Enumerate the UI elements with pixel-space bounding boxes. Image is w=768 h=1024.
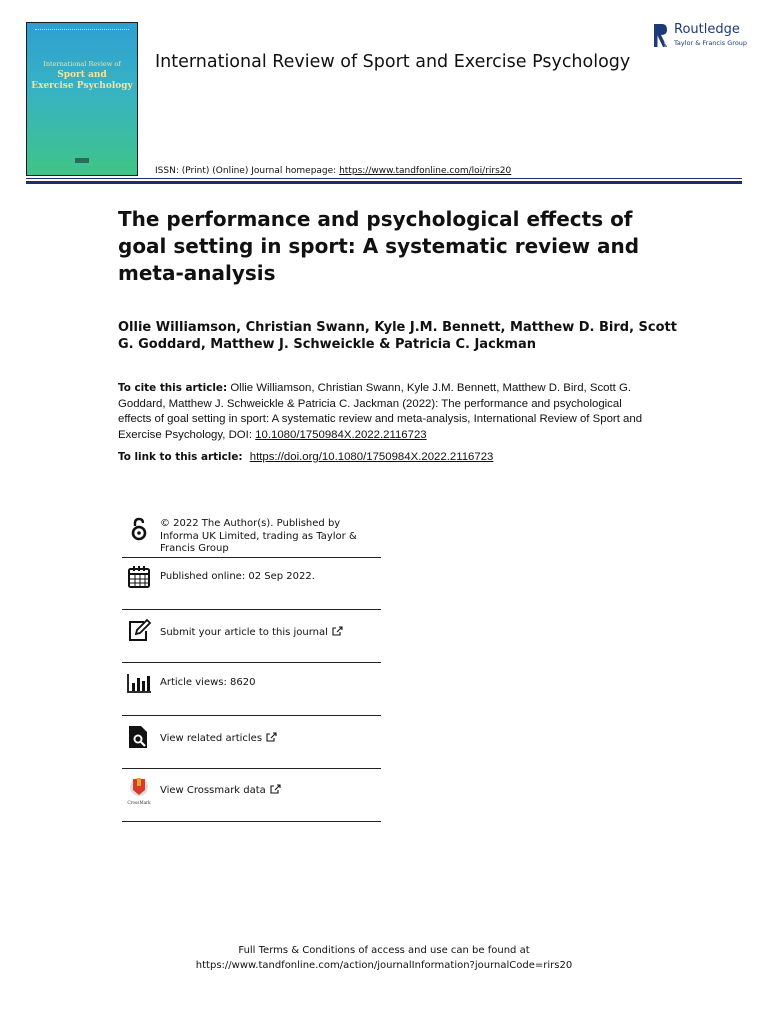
related-articles-link[interactable] (160, 732, 277, 746)
submit-article-label: Submit your article to this journal (160, 627, 328, 638)
document-search-icon (126, 724, 152, 750)
divider (122, 557, 381, 558)
publisher-name: Routledge (674, 22, 740, 37)
external-link-icon (332, 626, 343, 636)
journal-title: International Review of Sport and Exercise Psychology (155, 52, 631, 72)
routledge-vertical-text: Routledge (663, 34, 667, 50)
cover-title-line2: Sport and (57, 70, 107, 80)
cover-title-line3: Exercise Psychology (31, 81, 133, 91)
journal-cover (26, 22, 138, 176)
open-access-icon (126, 516, 152, 542)
copyright-text: © 2022 The Author(s). Published by Informa UK Limited, trading as Taylor & Francis Group (160, 518, 357, 554)
header-rule-thin (26, 178, 742, 179)
calendar-icon (126, 564, 152, 590)
divider (122, 662, 381, 663)
journal-homepage-link[interactable]: https://www.tandfonline.com/loi/rirs20 (339, 166, 512, 176)
publisher-subtitle: Taylor & Francis Group (674, 39, 748, 47)
edit-icon (126, 618, 152, 644)
article-authors: Ollie Williamson, Christian Swann, Kyle J.M. Bennett, Matthew D. Bird, Scott G. Goddard, Matthew J. Schweickle & Patricia C. Jackman (118, 320, 677, 352)
crossmark-icon (126, 776, 152, 806)
divider (122, 768, 381, 769)
routledge-r-icon (652, 22, 668, 50)
citation-label: To cite this article: (118, 382, 228, 394)
header-rule-thick (26, 181, 742, 184)
article-title: The performance and psychological effects of goal setting in sport: A systematic review and meta-analysis (118, 207, 640, 285)
article-views: Article views: 8620 (160, 677, 256, 688)
crossmark-link[interactable] (160, 784, 281, 798)
footer-terms: Full Terms & Conditions of access and use can be found at (238, 945, 530, 956)
footer (0, 943, 768, 973)
crossmark-label: View Crossmark data (160, 785, 266, 796)
citation-block (118, 381, 658, 443)
publisher-logo[interactable] (652, 20, 752, 52)
external-link-icon (270, 784, 281, 794)
divider (122, 609, 381, 610)
issn-line (155, 166, 511, 176)
bar-chart-icon (126, 670, 152, 696)
link-label: To link to this article: (118, 451, 243, 463)
published-date: Published online: 02 Sep 2022. (160, 571, 315, 582)
divider (122, 715, 381, 716)
related-articles-label: View related articles (160, 733, 263, 744)
cover-title-line1: International Review of (43, 60, 121, 68)
issn-text: ISSN: (Print) (Online) Journal homepage: (155, 166, 337, 176)
cover-publisher-logo (75, 158, 89, 163)
cover-header-rule (35, 29, 129, 32)
divider (122, 821, 381, 822)
footer-terms-url[interactable]: https://www.tandfonline.com/action/journalInformation?journalCode=rirs20 (195, 960, 573, 971)
citation-text: Ollie Williamson, Christian Swann, Kyle J.M. Bennett, Matthew D. Bird, Scott G. Goddard, Matthew J. Schweickle & Patricia C. Jackman (2022): The performance and psychological effects of goal setting in sport: A systematic review and meta-analysis, International Review of Sport and Exercise Psychology, DOI: (118, 382, 643, 441)
article-doi-url[interactable]: https://doi.org/10.1080/1750984X.2022.2116723 (249, 451, 494, 463)
external-link-icon (266, 732, 277, 742)
submit-article-link[interactable] (160, 626, 343, 640)
crossmark-caption: CrossMark (127, 800, 151, 805)
doi-link[interactable]: 10.1080/1750984X.2022.2116723 (255, 428, 427, 441)
cover-title (31, 59, 133, 92)
article-link-line (118, 451, 678, 463)
